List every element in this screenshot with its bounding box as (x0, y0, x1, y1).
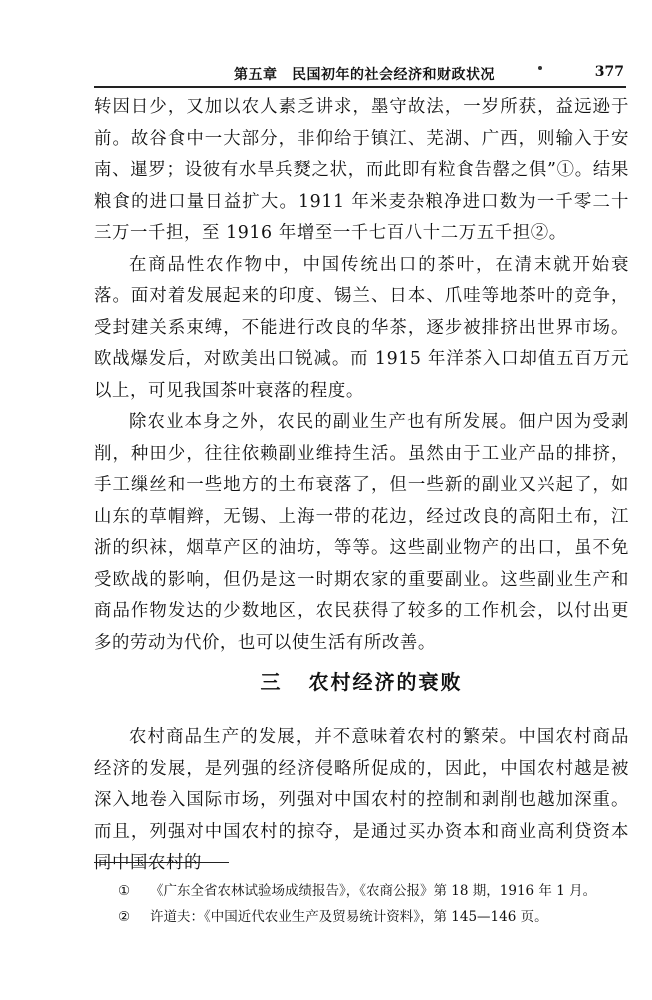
section-title: 农村经济的衰败 (308, 670, 463, 694)
footnotes (118, 878, 628, 930)
page-number: 377 (594, 64, 624, 80)
footnote-1 (118, 878, 628, 904)
body-text-upper (94, 92, 629, 659)
body-text-lower (94, 722, 629, 880)
footnote-mark: ② (118, 909, 131, 925)
footnote-divider (94, 862, 229, 863)
footnote-text: 许道夫：《中国近代农业生产及贸易统计资料》，第 145—146 页。 (150, 909, 548, 925)
paragraph-tea: 在商品性农作物中，中国传统出口的茶叶，在清末就开始衰落。面对着发展起来的印度、锡兰、日本、爪哇等地茶叶的竞争，受封建关系束缚，不能进行改良的华茶，逐步被排挤出世界市场。欧战爆发后，对欧美出口锐减。而 1915 年洋茶入口却值五百万元以上，可见我国茶叶衰落的程度。 (94, 254, 629, 401)
paragraph-sideline: 除农业本身之外，农民的副业生产也有所发展。佃户因为受剥削，种田少，往往依赖副业维持生活。虽然由于工业产品的排挤，手工缫丝和一些地方的土布衰落了，但一些新的副业又兴起了，如山东的草帽辫，无锡、上海一带的花边，经过改良的高阳土布，江浙的织袜，烟草产区的油坊，等等。这些副业物产的出口，虽不免受欧战的影响，但仍是这一时期农家的重要副业。这些副业生产和商品作物发达的少数地区，农民获得了较多的工作机会，以付出更多的劳动为代价，也可以使生活有所改善。 (94, 412, 629, 653)
footnote-mark: ① (118, 883, 131, 899)
section-number: 三 (260, 670, 283, 694)
ink-dot (538, 66, 542, 70)
footnote-2 (118, 904, 628, 930)
paragraph-continued: 转因日少，又加以农人素乏讲求，墨守故法，一岁所获，益远逊于前。故谷食中一大部分，非仰给于镇江、芜湖、广西，则输入于安南、暹罗；设彼有水旱兵燹之状，而此即有粒食告罄之俱”①。结果粮食的进口量日益扩大。1911 年米麦杂粮净进口数为一千零二十三万一千担，至 1916 年增至一千七百八十二万五千担②。 (94, 97, 629, 243)
chapter-running-title: 第五章 民国初年的社会经济和财政状况 (234, 67, 495, 83)
running-header (94, 64, 626, 88)
section-heading (94, 666, 629, 695)
footnote-text: 《广东全省农林试验场成绩报告》，《农商公报》第 18 期，1916 年 1 月。 (150, 883, 597, 899)
paragraph-rural-decline: 农村商品生产的发展，并不意味着农村的繁荣。中国农村商品经济的发展，是列强的经济侵略所促成的，因此，中国农村越是被深入地卷入国际市场，列强对中国农村的控制和剥削也越加深重。而且，列强对中国农村的掠夺，是通过买办资本和商业高利贷资本同中国农村的 (94, 727, 629, 873)
